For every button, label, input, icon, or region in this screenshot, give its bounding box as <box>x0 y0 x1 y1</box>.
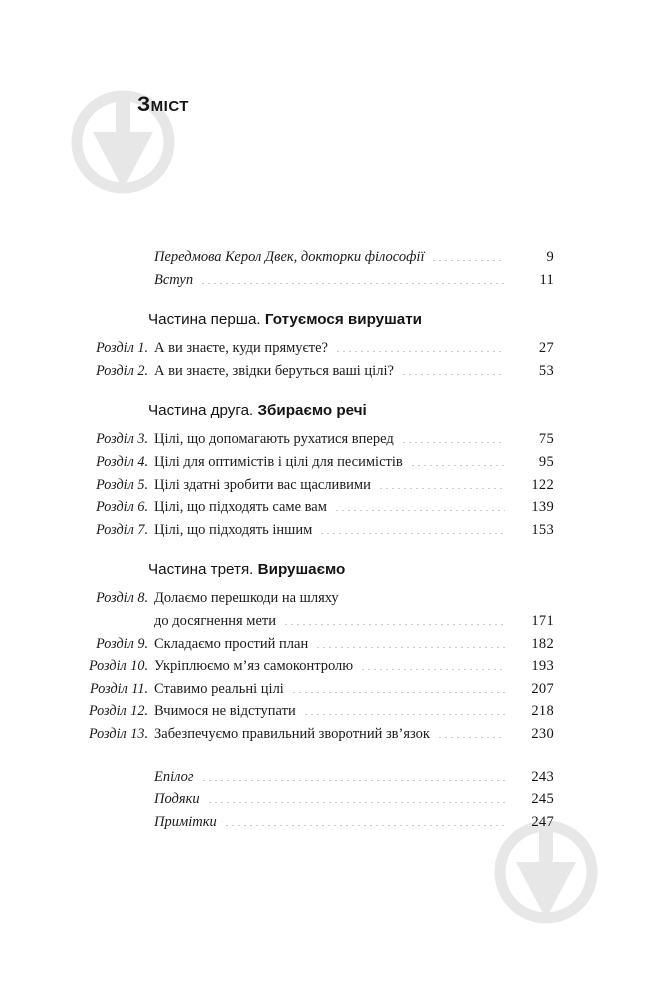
spacer <box>88 419 554 428</box>
spacer <box>88 328 554 337</box>
toc-entry-chapter-11[interactable] <box>88 678 554 701</box>
toc-entry-chapter-10[interactable] <box>88 655 554 678</box>
part-title: Готуємося вирушати <box>264 311 422 329</box>
toc-entry-label: Вступ <box>154 271 194 288</box>
toc-entry-number: Розділ 11. <box>90 680 148 697</box>
page-title: Зміст <box>137 93 189 116</box>
table-of-contents <box>88 246 554 833</box>
toc-entry-label-line2: до досягнення мети <box>154 612 277 629</box>
part-heading-1 <box>88 311 554 328</box>
toc-entry-label: Цілі, що підходять іншим <box>154 521 313 538</box>
toc-entry-label: Цілі для оптимістів і цілі для песимістів <box>154 453 403 470</box>
toc-entry-introduction[interactable] <box>88 269 554 292</box>
toc-entry-page: 122 <box>531 476 554 493</box>
dot-leader <box>335 351 505 352</box>
toc-entry-chapter-4[interactable] <box>88 451 554 474</box>
toc-entry-chapter-2[interactable] <box>88 360 554 383</box>
dot-leader <box>283 624 505 625</box>
toc-entry-number: Розділ 12. <box>89 703 148 720</box>
toc-entry-page: 245 <box>531 791 554 808</box>
toc-entry-label: Вчимося не відступати <box>154 703 296 720</box>
toc-entry-chapter-3[interactable] <box>88 428 554 451</box>
part-heading-2 <box>88 402 554 419</box>
toc-entry-label: Укріплюємо м’яз самоконтролю <box>154 658 354 675</box>
toc-entry-page: 11 <box>539 271 554 288</box>
toc-entry-number: Розділ 7. <box>96 521 148 538</box>
dot-leader <box>200 283 505 284</box>
toc-entry-label: Ставимо реальні цілі <box>154 680 284 697</box>
dot-leader <box>315 647 505 648</box>
toc-entry-page: 75 <box>538 431 554 448</box>
toc-entry-foreword[interactable] <box>88 246 554 269</box>
toc-entry-page: 193 <box>531 658 554 675</box>
toc-entry-chapter-8[interactable] <box>88 587 554 610</box>
toc-entry-chapter-13[interactable] <box>88 723 554 746</box>
dot-leader <box>303 714 505 715</box>
spacer <box>88 291 554 311</box>
toc-entry-number: Розділ 13. <box>89 725 148 742</box>
toc-entry-page: 9 <box>546 249 554 265</box>
part-heading-3 <box>88 561 554 578</box>
toc-entry-label: Долаємо перешкоди на шляху <box>154 590 339 607</box>
part-title: Збираємо речі <box>257 402 367 420</box>
toc-entry-number: Розділ 8. <box>96 590 148 607</box>
spacer <box>88 382 554 402</box>
toc-entry-page: 207 <box>531 680 554 697</box>
toc-entry-page: 139 <box>531 499 554 516</box>
toc-entry-page: 95 <box>538 453 554 470</box>
toc-entry-notes[interactable] <box>88 811 554 834</box>
toc-entry-chapter-5[interactable] <box>88 474 554 497</box>
toc-entry-chapter-8-line2[interactable] <box>88 610 554 633</box>
dot-leader <box>224 825 505 826</box>
toc-entry-label: Епілог <box>154 768 194 785</box>
toc-entry-epilogue[interactable] <box>88 766 554 789</box>
toc-entry-chapter-7[interactable] <box>88 519 554 542</box>
toc-entry-number: Розділ 5. <box>96 476 148 493</box>
toc-entry-page: 243 <box>531 768 554 785</box>
toc-entry-number: Розділ 2. <box>96 362 148 379</box>
trowel-logo-watermark-bottom <box>486 812 666 972</box>
toc-entry-label: Цілі, що допомагають рухатися вперед <box>154 431 394 448</box>
toc-entry-label: Примітки <box>154 813 217 830</box>
toc-entry-label: Передмова Керол Двек, докторки філософії <box>154 249 425 265</box>
toc-entry-page: 218 <box>531 703 554 720</box>
toc-entry-number: Розділ 9. <box>96 635 148 652</box>
toc-entry-page: 27 <box>538 340 554 357</box>
dot-leader <box>401 442 505 443</box>
toc-entry-page: 230 <box>531 725 554 742</box>
dot-leader <box>378 488 505 489</box>
toc-entry-chapter-12[interactable] <box>88 700 554 723</box>
toc-entry-number: Розділ 3. <box>96 431 148 448</box>
spacer <box>88 541 554 561</box>
dot-leader <box>334 510 505 511</box>
toc-entry-number: Розділ 6. <box>96 499 148 516</box>
toc-entry-label: А ви знаєте, звідки беруться ваші цілі? <box>154 362 394 379</box>
toc-entry-label: Подяки <box>154 791 200 808</box>
dot-leader <box>431 260 505 261</box>
toc-entry-page: 247 <box>531 813 554 830</box>
toc-entry-page: 171 <box>531 612 554 629</box>
toc-entry-acknowledgements[interactable] <box>88 788 554 811</box>
toc-entry-label: А ви знаєте, куди прямуєте? <box>154 340 328 357</box>
toc-entry-chapter-6[interactable] <box>88 496 554 519</box>
dot-leader <box>401 374 505 375</box>
dot-leader <box>291 692 505 693</box>
toc-entry-page: 182 <box>531 635 554 652</box>
toc-entry-page: 53 <box>538 362 554 379</box>
dot-leader <box>207 802 505 803</box>
toc-entry-label: Забезпечуємо правильний зворотний зв’язок <box>154 725 430 742</box>
part-name: Частина третя. <box>148 561 254 579</box>
dot-leader <box>437 737 505 738</box>
dot-leader <box>201 780 505 781</box>
dot-leader <box>319 533 505 534</box>
spacer <box>88 746 554 766</box>
toc-entry-label: Цілі, що підходять саме вам <box>154 499 327 516</box>
dot-leader <box>410 465 505 466</box>
toc-entry-label: Цілі здатні зробити вас щасливими <box>154 476 371 493</box>
toc-entry-page: 153 <box>531 521 554 538</box>
toc-entry-number: Розділ 1. <box>96 340 148 357</box>
part-name: Частина перша. <box>148 311 261 329</box>
toc-entry-number: Розділ 4. <box>96 453 148 470</box>
spacer <box>88 578 554 587</box>
part-name: Частина друга. <box>148 402 254 420</box>
toc-entry-chapter-1[interactable] <box>88 337 554 360</box>
toc-entry-label: Складаємо простий план <box>154 635 309 652</box>
dot-leader <box>360 669 505 670</box>
toc-entry-number: Розділ 10. <box>89 658 148 675</box>
part-title: Вирушаємо <box>257 561 346 579</box>
toc-entry-chapter-9[interactable] <box>88 633 554 656</box>
